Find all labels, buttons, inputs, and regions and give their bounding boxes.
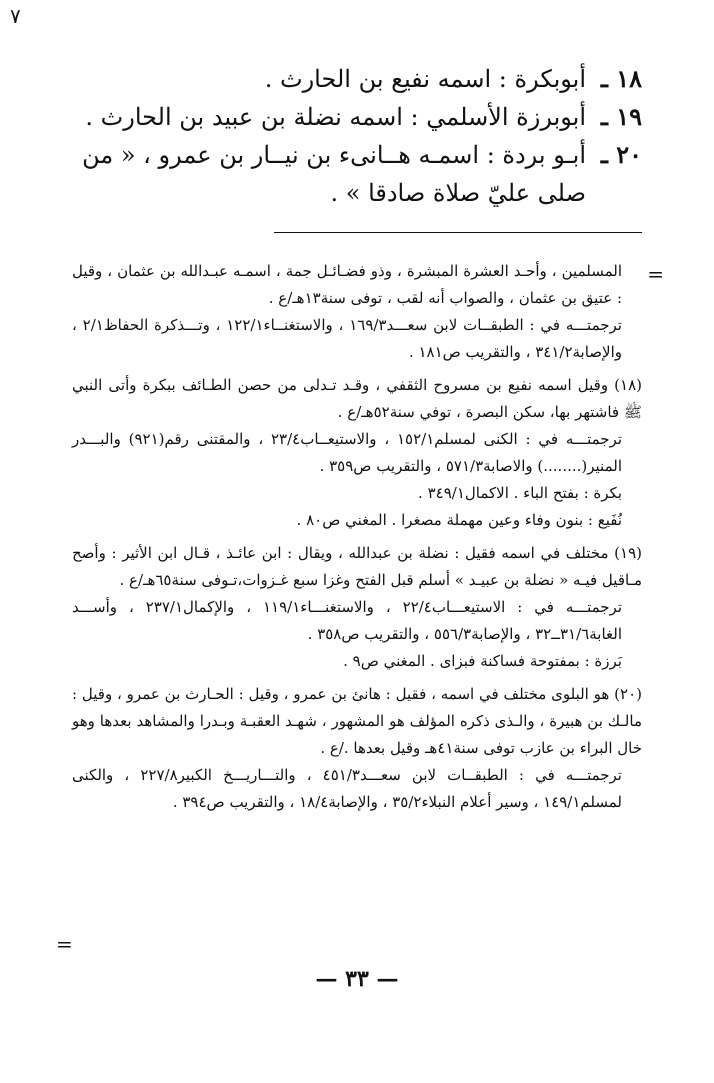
footnote-ref: ترجمتـــه في : الطبقــات لابن سعـــد٤٥١/٣ ، والتـــاريـــخ الكبير٢٢٧/٨ ، والكنى لمسلم١٤٩/١ ، وسير أعلام النبلاء٣٥/٢ ، والإصابة١٨/٤ ، والتقريب ص٣٩٤ . — [72, 766, 622, 811]
entry-text: أبوبكرة : اسمه نفيع بن الحارث . — [264, 65, 586, 93]
footnote-text: (٢٠) هو البلوى مختلف في اسمه ، فقيل : هانئ بن عمرو ، وقيل : الحـارث بن عمرو ، وقيل : مالـك بن هبيرة ، والـذى ذكره المؤلف هو المشهور ، شهـد العقبـة وبـدرا والمشاهد بعدها وهو خال البراء بن عازب توفى سنة٤١هـ وقيل بعدها ./ع . — [72, 685, 642, 757]
footnote-divider — [274, 232, 642, 233]
corner-mark: ٧ — [10, 4, 21, 28]
footnote-text: (١٩) مختلف في اسمه فقيل : نضلة بن عبدالله ، ويقال : ابن عائـذ ، قـال ابن الأثير : وأصح مـاقيل فيـه « نضلة بن عبيـد » أسلم قبل الفتح وغزا سبع غـزوات،تـوفى سنة٦٥هـ/ع . — [72, 544, 642, 589]
footnote-extra: بَرزة : بمفتوحة فساكنة فبزاى . المغني ص٩ . — [343, 652, 622, 670]
footnote-text: (١٨) وقيل اسمه نفيع بن مسروح الثقفي ، وقـد تـدلى من حصن الطـائف ببكرة وأتى النبي ﷺ فاشتهر بها، سكن البصرة ، توفي سنة٥٢هـ/ع . — [72, 376, 642, 421]
entry-18 — [62, 60, 642, 98]
entry-text: أبـو بردة : اسمـه هــانىء بن نيــار بن عمرو ، « من صلى عليّ صلاة صادقا » . — [82, 141, 586, 207]
entry-20 — [62, 136, 642, 212]
footnote-extra: نُفَيع : بنون وفاء وعين مهملة مصغرا . المغني ص٨٠ . — [296, 511, 622, 529]
footnote-continuation — [72, 258, 642, 366]
entry-19 — [62, 98, 642, 136]
footnote-text: المسلمين ، وأحـد العشرة المبشرة ، وذو فضـائـل جمة ، اسمـه عبـدالله بن عثمان ، وقيل : عتيق بن عثمان ، والصواب أنه لقب ، توفى سنة١٣هـ/ع . — [72, 262, 622, 307]
footnote-20 — [72, 681, 642, 816]
main-entries — [62, 60, 642, 212]
footnote-extra: بكرة : بفتح الباء . الاكمال٣٤٩/١ . — [418, 484, 622, 502]
footnote-18 — [72, 372, 642, 534]
continuation-mark-left: = — [56, 932, 73, 956]
entry-number: ٢٠ ـ — [600, 140, 642, 169]
footnote-ref: ترجمتـــه في : الطبقــات لابن سعـــد١٦٩/٣ ، والاستغنــاء١٢٢/١ ، وتـــذكرة الحفاظ٢/١ ، والإصابة٣٤١/٢ ، والتقريب ص١٨١ . — [72, 316, 622, 361]
entry-number: ١٨ ـ — [600, 64, 642, 93]
continuation-mark-right: = — [647, 262, 664, 286]
footnote-19 — [72, 540, 642, 675]
footnotes — [72, 258, 642, 822]
entry-number: ١٩ ـ — [600, 102, 642, 131]
entry-text: أبوبرزة الأسلمي : اسمه نضلة بن عبيد بن الحارث . — [85, 103, 586, 131]
footnote-ref: ترجمتـــه في : الاستيعـــاب٢٢/٤ ، والاستغنـــاء١١٩/١ ، والإكمال٢٣٧/١ ، وأســـد الغابة٣١/٦ــ٣٢ ، والإصابة٥٥٦/٣ ، والتقريب ص٣٥٨ . — [72, 598, 622, 643]
page-number: — ٣٣ — — [315, 966, 399, 992]
footnote-ref: ترجمتـــه في : الكنى لمسلم١٥٢/١ ، والاستيعــاب٢٣/٤ ، والمقتنى رقم(٩٢١) والبـــدر المنير(........) والاصابة٥٧١/٣ ، والتقريب ص٣٥٩ . — [72, 430, 622, 475]
